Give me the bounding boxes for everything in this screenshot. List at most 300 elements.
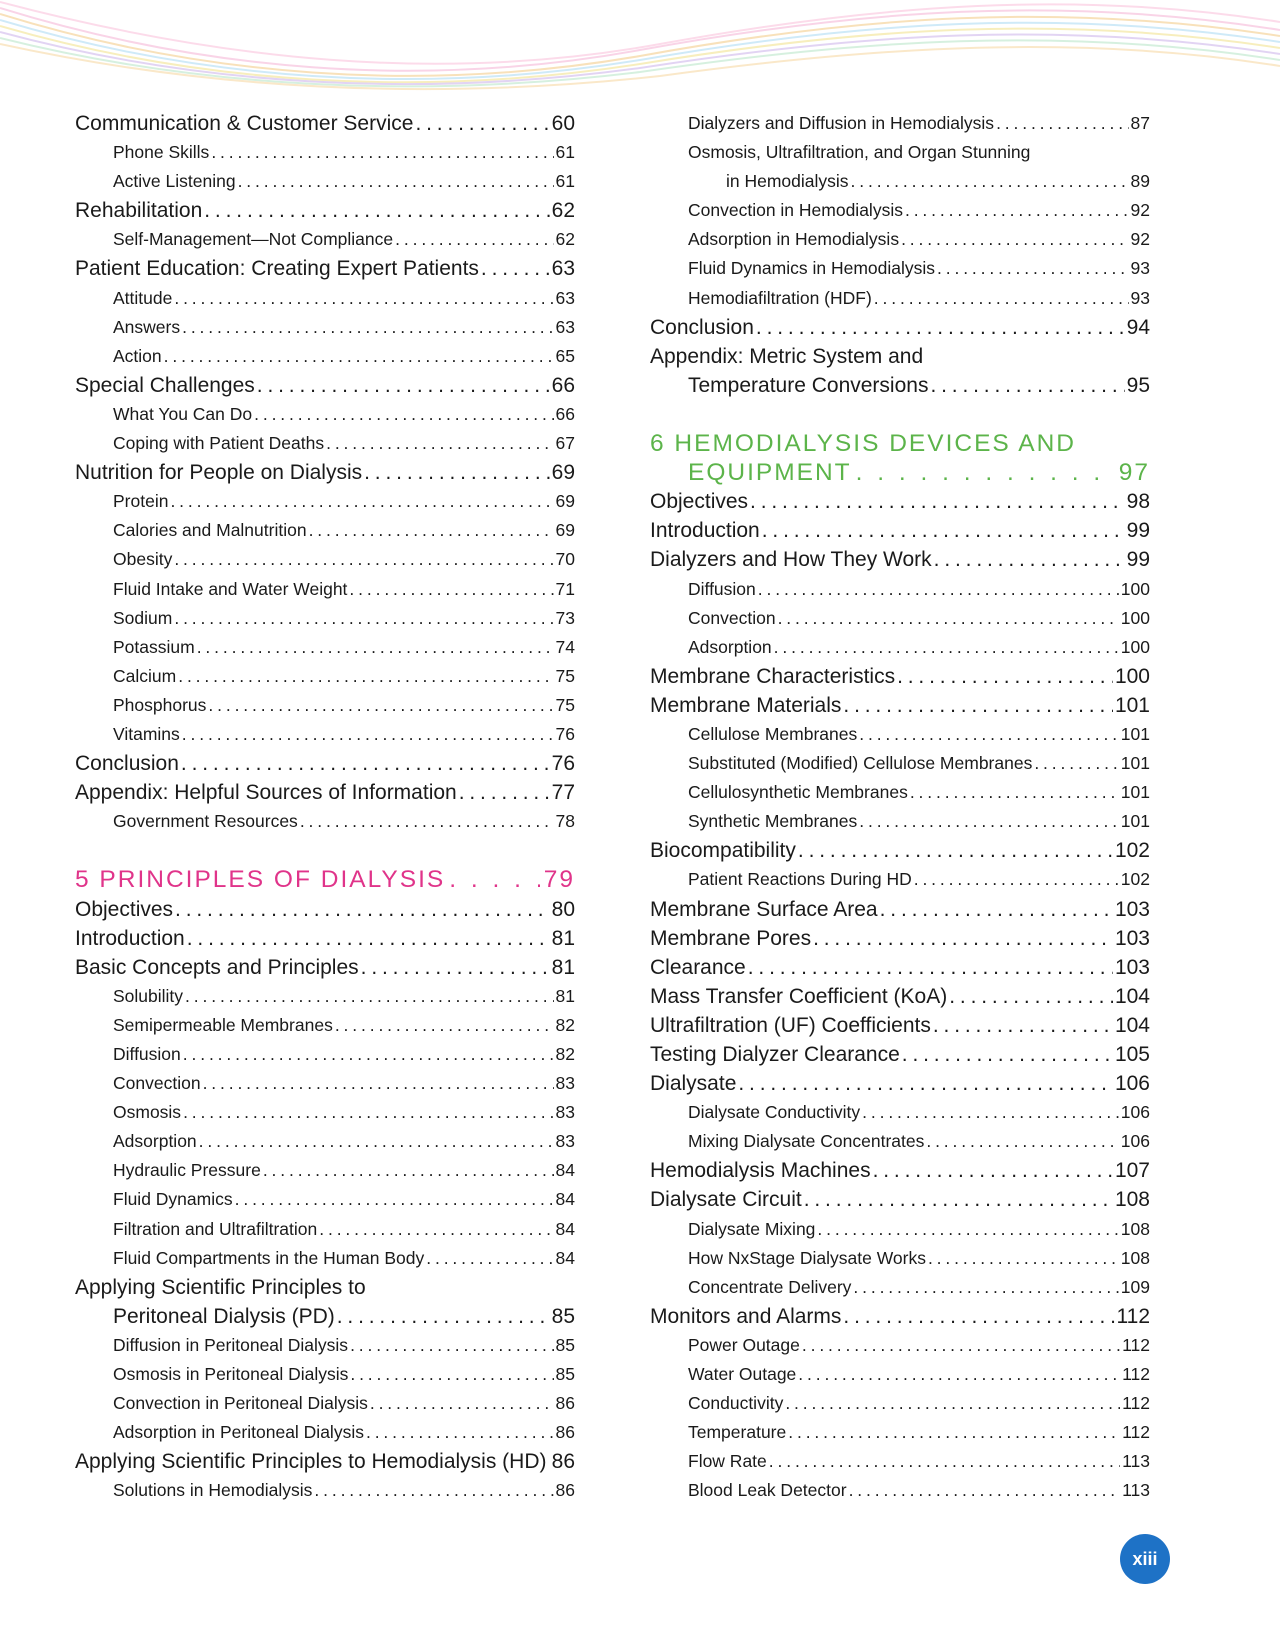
toc-entry-title: Rehabilitation — [75, 199, 203, 223]
toc-entry-title: Applying Scientific Principles to — [75, 1275, 366, 1299]
toc-leader-dots — [361, 953, 550, 982]
toc-entry[interactable] — [650, 1011, 1150, 1040]
toc-entry-page: 113 — [1122, 1480, 1150, 1501]
toc-leader-dots — [937, 254, 1129, 283]
toc-entry-page: 93 — [1130, 258, 1150, 279]
toc-leader-dots — [335, 1011, 554, 1040]
toc-leader-dots — [750, 487, 1125, 516]
toc-leader-dots — [851, 167, 1129, 196]
toc-entry-page: 112 — [1122, 1393, 1150, 1414]
toc-entry-line1 — [650, 342, 1150, 371]
toc-entry-title: Diffusion — [113, 1044, 181, 1064]
toc-entry-page: 112 — [1122, 1422, 1150, 1443]
toc-leader-dots — [164, 342, 554, 371]
toc-entry-title: Membrane Pores — [650, 926, 812, 950]
toc-leader-dots — [785, 1389, 1120, 1418]
toc-entry[interactable] — [75, 1447, 575, 1476]
toc-left-column — [75, 109, 575, 1506]
toc-entry-title: Clearance — [650, 955, 746, 979]
toc-entry-title: Osmosis in Peritoneal Dialysis — [113, 1364, 349, 1385]
toc-entry[interactable] — [650, 109, 1150, 138]
toc-entry-page: 82 — [555, 1014, 575, 1035]
toc-entry[interactable] — [75, 749, 575, 778]
toc-entry[interactable] — [650, 778, 1150, 807]
toc-entry[interactable] — [650, 284, 1150, 313]
toc-leader-dots — [798, 1360, 1120, 1389]
toc-entry-page: 101 — [1120, 782, 1150, 803]
toc-entry-title: Mixing Dialysate Concentrates — [688, 1131, 925, 1152]
toc-leader-dots — [481, 254, 550, 283]
toc-entry-page: 81 — [555, 985, 575, 1006]
toc-entry-page: 86 — [555, 1480, 575, 1501]
toc-leader-dots — [897, 662, 1113, 691]
toc-entry-page: 94 — [1126, 315, 1150, 339]
toc-leader-dots — [426, 1244, 553, 1273]
toc-entry-page: 67 — [555, 433, 575, 454]
toc-entry-title: Solubility — [113, 985, 184, 1006]
toc-entry[interactable] — [650, 516, 1150, 545]
toc-leader-dots — [949, 982, 1113, 1011]
toc-entry[interactable] — [75, 429, 575, 458]
toc-leader-dots — [349, 575, 553, 604]
toc-entry-title: Membrane Materials — [650, 693, 842, 717]
toc-entry[interactable] — [75, 225, 575, 254]
toc-entry-title: Dialysate Circuit — [650, 1188, 802, 1212]
toc-entry[interactable] — [650, 1302, 1150, 1331]
toc-entry[interactable] — [75, 895, 575, 924]
toc-leader-dots — [930, 371, 1124, 400]
toc-entry[interactable] — [650, 225, 1150, 254]
toc-entry-page: 103 — [1114, 897, 1150, 921]
toc-entry-title: Action — [113, 345, 162, 366]
toc-entry[interactable] — [75, 1040, 575, 1069]
toc-entry-page: 84 — [555, 1247, 575, 1268]
toc-entry-title: Water Outage — [688, 1364, 797, 1385]
toc-leader-dots — [181, 749, 550, 778]
toc-entry[interactable] — [650, 1244, 1150, 1273]
toc-entry-title: Dialysate Mixing — [688, 1218, 816, 1239]
toc-entry-page: 86 — [555, 1393, 575, 1414]
toc-entry[interactable] — [650, 254, 1150, 283]
toc-entry[interactable] — [650, 953, 1150, 982]
toc-entry[interactable] — [75, 342, 575, 371]
toc-entry[interactable] — [75, 1389, 575, 1418]
toc-entry[interactable] — [75, 1011, 575, 1040]
toc-entry-page: 100 — [1120, 607, 1150, 628]
toc-entry[interactable] — [650, 836, 1150, 865]
toc-entry-page: 106 — [1120, 1102, 1150, 1123]
toc-entry-title: Calcium — [113, 665, 177, 686]
toc-leader-dots — [254, 400, 553, 429]
toc-entry[interactable] — [75, 400, 575, 429]
toc-entry[interactable] — [75, 1069, 575, 1098]
toc-entry[interactable] — [650, 807, 1150, 836]
toc-entry[interactable] — [650, 1127, 1150, 1156]
toc-entry-title: Appendix: Metric System and — [650, 344, 924, 368]
toc-entry-title: Power Outage — [688, 1334, 800, 1355]
toc-entry-title: Mass Transfer Coefficient (KoA) — [650, 984, 948, 1008]
toc-entry[interactable] — [650, 1447, 1150, 1476]
toc-entry-page: 112 — [1116, 1304, 1150, 1328]
toc-entry[interactable] — [650, 313, 1150, 342]
toc-leader-dots — [415, 109, 549, 138]
toc-entry-page: 95 — [1126, 373, 1150, 397]
toc-entry-page: 89 — [1130, 171, 1150, 192]
toc-entry[interactable] — [650, 1215, 1150, 1244]
toc-entry[interactable] — [75, 313, 575, 342]
toc-leader-dots — [199, 1127, 554, 1156]
toc-leader-dots — [1034, 749, 1118, 778]
chapter-page: 97 — [1118, 459, 1150, 487]
toc-leader-dots — [364, 458, 550, 487]
toc-entry[interactable] — [75, 633, 575, 662]
toc-entry[interactable] — [650, 662, 1150, 691]
toc-leader-dots — [853, 1273, 1118, 1302]
toc-entry-title: Patient Reactions During HD — [688, 869, 912, 890]
toc-entry[interactable] — [650, 1069, 1150, 1098]
toc-entry-title: Sodium — [113, 607, 173, 628]
toc-entry[interactable] — [75, 691, 575, 720]
toc-leader-dots — [880, 895, 1113, 924]
toc-entry-title: Solutions in Hemodialysis — [113, 1480, 313, 1501]
toc-entry-title: Conclusion — [75, 752, 179, 776]
toc-entry-page: 84 — [555, 1160, 575, 1181]
toc-leader-dots — [366, 1418, 554, 1447]
toc-entry-page: 92 — [1130, 229, 1150, 250]
toc-entry-page: 66 — [551, 373, 575, 397]
chapter-title: 5 PRINCIPLES OF DIALYSIS — [75, 866, 446, 894]
toc-entry-title: Convection in Hemodialysis — [688, 200, 903, 221]
toc-entry-line1 — [75, 1273, 575, 1302]
toc-entry[interactable] — [75, 109, 575, 138]
toc-entry[interactable] — [75, 1360, 575, 1389]
toc-leader-dots — [174, 284, 553, 313]
toc-entry-page: 73 — [555, 607, 575, 628]
toc-entry-title: Temperature — [688, 1422, 787, 1443]
toc-leader-dots — [862, 1098, 1119, 1127]
toc-leader-dots — [769, 1447, 1120, 1476]
toc-entry-title: Dialysate — [650, 1072, 737, 1096]
toc-entry-title: Dialysate Conductivity — [688, 1102, 861, 1123]
toc-entry-title: Hemodiafiltration (HDF) — [688, 287, 872, 308]
toc-entry-line1 — [650, 138, 1150, 167]
toc-entry[interactable] — [75, 1127, 575, 1156]
toc-entry-title: Adsorption in Peritoneal Dialysis — [113, 1422, 364, 1443]
toc-leader-dots — [774, 633, 1119, 662]
toc-entry-title: Objectives — [650, 490, 749, 514]
toc-leader-dots — [802, 1331, 1120, 1360]
toc-leader-dots — [170, 487, 553, 516]
toc-entry-page: 99 — [1126, 548, 1150, 572]
toc-leader-dots — [933, 1011, 1113, 1040]
toc-leader-dots — [187, 924, 550, 953]
toc-leader-dots — [859, 807, 1119, 836]
toc-entry-page: 103 — [1114, 955, 1150, 979]
toc-leader-dots — [197, 633, 554, 662]
toc-entry[interactable] — [650, 749, 1150, 778]
toc-entry[interactable] — [650, 691, 1150, 720]
toc-entry[interactable] — [75, 516, 575, 545]
toc-leader-dots — [748, 953, 1113, 982]
toc-entry-title: Dialyzers and Diffusion in Hemodialysis — [688, 113, 995, 133]
chapter-page: 79 — [543, 866, 575, 894]
toc-leader-dots — [370, 1389, 554, 1418]
toc-entry[interactable] — [650, 1040, 1150, 1069]
toc-leader-dots — [738, 1069, 1113, 1098]
toc-entry-page: 92 — [1130, 200, 1150, 221]
toc-entry-title: What You Can Do — [113, 403, 253, 424]
toc-entry-title: Phosphorus — [113, 694, 207, 715]
toc-entry[interactable] — [75, 982, 575, 1011]
toc-entry[interactable] — [75, 662, 575, 691]
toc-entry[interactable] — [650, 1389, 1150, 1418]
toc-entry-page: 106 — [1120, 1131, 1150, 1152]
toc-entry-title: Objectives — [75, 897, 174, 921]
toc-entry[interactable] — [75, 1156, 575, 1185]
toc-leader-dots — [337, 1302, 550, 1331]
toc-entry[interactable] — [75, 1215, 575, 1244]
toc-entry-title: Convection in Peritoneal Dialysis — [113, 1393, 368, 1414]
toc-entry[interactable] — [75, 487, 575, 516]
toc-entry[interactable] — [75, 720, 575, 749]
toc-entry-title: Peritoneal Dialysis (PD) — [113, 1304, 335, 1328]
toc-leader-dots — [873, 1156, 1113, 1185]
toc-entry[interactable] — [75, 1244, 575, 1273]
toc-entry-page: 69 — [551, 461, 575, 485]
toc-leader-dots — [996, 109, 1128, 138]
toc-leader-dots — [449, 865, 540, 894]
toc-entry-title: Special Challenges — [75, 373, 255, 397]
toc-entry-page: 63 — [551, 257, 575, 281]
toc-leader-dots — [901, 225, 1128, 254]
toc-entry-title: Hemodialysis Machines — [650, 1159, 871, 1183]
toc-leader-dots — [175, 895, 550, 924]
toc-entry-page: 75 — [555, 665, 575, 686]
toc-entry-page: 63 — [555, 316, 575, 337]
toc-entry-page: 80 — [551, 897, 575, 921]
toc-entry-title: Adsorption — [113, 1131, 197, 1152]
toc-entry-title: Answers — [113, 316, 181, 337]
toc-entry[interactable] — [650, 1360, 1150, 1389]
toc-leader-dots — [914, 865, 1119, 894]
chapter-heading — [650, 429, 1150, 458]
toc-entry-title: Flow Rate — [688, 1451, 767, 1472]
toc-entry-page: 85 — [551, 1304, 575, 1328]
toc-entry-page: 107 — [1114, 1159, 1150, 1183]
toc-entry-page: 78 — [555, 811, 575, 832]
toc-entry-page: 113 — [1122, 1451, 1150, 1472]
toc-entry[interactable] — [75, 138, 575, 167]
toc-entry[interactable] — [650, 1156, 1150, 1185]
toc-entry[interactable] — [75, 1476, 575, 1505]
toc-entry-title: Government Resources — [113, 811, 298, 832]
toc-leader-dots — [798, 836, 1113, 865]
toc-entry[interactable] — [75, 167, 575, 196]
toc-entry-page: 69 — [555, 491, 575, 512]
toc-entry[interactable] — [650, 1418, 1150, 1447]
toc-entry-page: 66 — [555, 403, 575, 424]
toc-entry-page: 98 — [1126, 490, 1150, 514]
toc-entry-title: Phone Skills — [113, 142, 210, 163]
toc-entry-title: Dialyzers and How They Work — [650, 548, 932, 572]
toc-leader-dots — [238, 167, 554, 196]
toc-leader-dots — [934, 545, 1125, 574]
toc-entry[interactable] — [650, 1273, 1150, 1302]
toc-leader-dots — [859, 720, 1119, 749]
toc-entry-page: 100 — [1120, 636, 1150, 657]
toc-entry-title: Coping with Patient Deaths — [113, 433, 325, 454]
toc-entry[interactable] — [650, 575, 1150, 604]
toc-entry-page: 105 — [1114, 1043, 1150, 1066]
toc-entry[interactable] — [75, 1098, 575, 1127]
toc-entry[interactable] — [650, 720, 1150, 749]
toc-entry-page: 104 — [1114, 1013, 1150, 1037]
toc-entry-title: Temperature Conversions — [688, 373, 929, 397]
toc-entry-title: Conductivity — [688, 1393, 784, 1414]
chapter-heading-cont[interactable] — [650, 458, 1150, 487]
toc-entry-title: Convection — [113, 1073, 201, 1094]
toc-leader-dots — [843, 1302, 1114, 1331]
toc-leader-dots — [174, 604, 553, 633]
toc-entry-title: Fluid Dynamics in Hemodialysis — [688, 258, 936, 279]
toc-entry[interactable] — [75, 254, 575, 283]
toc-leader-dots — [178, 662, 553, 691]
toc-entry-title: Calories and Malnutrition — [113, 520, 307, 541]
toc-entry-page: 85 — [555, 1364, 575, 1385]
toc-entry-page: 61 — [555, 142, 575, 163]
toc-leader-dots — [263, 1156, 554, 1185]
toc-entry-title: Attitude — [113, 287, 173, 308]
toc-entry[interactable] — [650, 167, 1150, 196]
toc-entry-page: 62 — [555, 229, 575, 250]
toc-entry-title: Diffusion — [688, 578, 756, 599]
toc-entry[interactable] — [75, 1302, 575, 1331]
toc-entry-page: 83 — [555, 1131, 575, 1152]
toc-entry-page: 84 — [555, 1218, 575, 1239]
toc-entry[interactable] — [75, 924, 575, 953]
toc-entry-title: Biocompatibility — [650, 839, 796, 863]
toc-entry-title: Cellulose Membranes — [688, 723, 858, 744]
chapter-title: EQUIPMENT — [688, 459, 852, 487]
toc-leader-dots — [257, 371, 550, 400]
toc-entry-page: 61 — [555, 171, 575, 192]
toc-leader-dots — [300, 807, 554, 836]
section-spacer — [75, 836, 575, 865]
toc-leader-dots — [319, 1215, 553, 1244]
toc-entry[interactable] — [75, 1185, 575, 1214]
toc-entry-title: Basic Concepts and Principles — [75, 955, 359, 979]
toc-entry[interactable] — [650, 487, 1150, 516]
toc-entry-title: Osmosis, Ultrafiltration, and Organ Stunning — [688, 142, 1031, 163]
toc-leader-dots — [395, 225, 553, 254]
chapter-title: 6 HEMODIALYSIS DEVICES AND — [650, 430, 1076, 458]
toc-leader-dots — [788, 1418, 1120, 1447]
toc-entry[interactable] — [650, 633, 1150, 662]
toc-entry[interactable] — [650, 545, 1150, 574]
toc-leader-dots — [905, 196, 1129, 225]
toc-entry-title: Communication & Customer Service — [75, 112, 414, 135]
toc-entry[interactable] — [75, 604, 575, 633]
toc-entry[interactable] — [650, 1476, 1150, 1505]
toc-entry[interactable] — [75, 778, 575, 807]
toc-entry-page: 108 — [1114, 1188, 1150, 1212]
toc-leader-dots — [183, 1098, 553, 1127]
toc-leader-dots — [235, 1185, 554, 1214]
toc-entry-page: 81 — [551, 955, 575, 979]
toc-entry[interactable] — [75, 575, 575, 604]
toc-entry-title: Vitamins — [113, 723, 180, 744]
toc-entry-page: 86 — [555, 1422, 575, 1443]
toc-leader-dots — [849, 1476, 1121, 1505]
toc-entry-page: 84 — [555, 1189, 575, 1210]
toc-entry[interactable] — [75, 371, 575, 400]
toc-entry[interactable] — [650, 196, 1150, 225]
toc-entry-title: Membrane Characteristics — [650, 664, 896, 688]
toc-entry-title: Adsorption — [688, 636, 772, 657]
toc-entry-title: Fluid Compartments in the Human Body — [113, 1247, 425, 1268]
toc-leader-dots — [183, 1040, 554, 1069]
toc-entry[interactable] — [650, 924, 1150, 953]
toc-leader-dots — [208, 691, 553, 720]
toc-entry[interactable] — [650, 982, 1150, 1011]
toc-leader-dots — [174, 545, 553, 574]
toc-entry-page: 86 — [551, 1450, 575, 1474]
toc-entry-page: 108 — [1120, 1247, 1150, 1268]
toc-entry-title: Substituted (Modified) Cellulose Membranes — [688, 753, 1033, 774]
toc-entry[interactable] — [75, 953, 575, 982]
toc-leader-dots — [778, 604, 1119, 633]
toc-entry-page: 83 — [555, 1073, 575, 1094]
toc-leader-dots — [926, 1127, 1118, 1156]
toc-entry[interactable] — [650, 371, 1150, 400]
toc-entry-page: 87 — [1130, 113, 1150, 133]
toc-entry-title: How NxStage Dialysate Works — [688, 1247, 926, 1268]
toc-entry[interactable] — [650, 865, 1150, 894]
toc-entry-title: Testing Dialyzer Clearance — [650, 1043, 900, 1066]
chapter-heading[interactable] — [75, 865, 575, 894]
toc-entry-title: Appendix: Helpful Sources of Information — [75, 781, 457, 805]
toc-entry-page: 85 — [555, 1334, 575, 1355]
toc-entry-page: 104 — [1114, 984, 1150, 1008]
toc-entry[interactable] — [75, 284, 575, 313]
toc-leader-dots — [817, 1215, 1118, 1244]
toc-entry[interactable] — [650, 1331, 1150, 1360]
toc-entry[interactable] — [650, 1098, 1150, 1127]
toc-entry[interactable] — [75, 1418, 575, 1447]
toc-entry-page: 76 — [555, 723, 575, 744]
toc-entry[interactable] — [75, 807, 575, 836]
toc-leader-dots — [182, 720, 554, 749]
toc-entry[interactable] — [650, 604, 1150, 633]
toc-entry-page: 60 — [551, 112, 575, 135]
toc-entry[interactable] — [650, 1185, 1150, 1214]
toc-entry-title: Active Listening — [113, 171, 236, 192]
toc-entry[interactable] — [75, 545, 575, 574]
toc-entry-page: 75 — [555, 694, 575, 715]
toc-entry-title: Self-Management—Not Compliance — [113, 229, 394, 250]
toc-entry[interactable] — [75, 1331, 575, 1360]
toc-entry-page: 100 — [1120, 578, 1150, 599]
toc-entry-page: 81 — [551, 926, 575, 950]
toc-entry[interactable] — [75, 196, 575, 225]
toc-entry-page: 112 — [1122, 1334, 1150, 1355]
toc-entry[interactable] — [75, 458, 575, 487]
toc-entry-page: 82 — [555, 1044, 575, 1064]
toc-leader-dots — [459, 778, 550, 807]
toc-leader-dots — [813, 924, 1113, 953]
toc-entry[interactable] — [650, 895, 1150, 924]
toc-entry-title: Introduction — [75, 926, 185, 950]
